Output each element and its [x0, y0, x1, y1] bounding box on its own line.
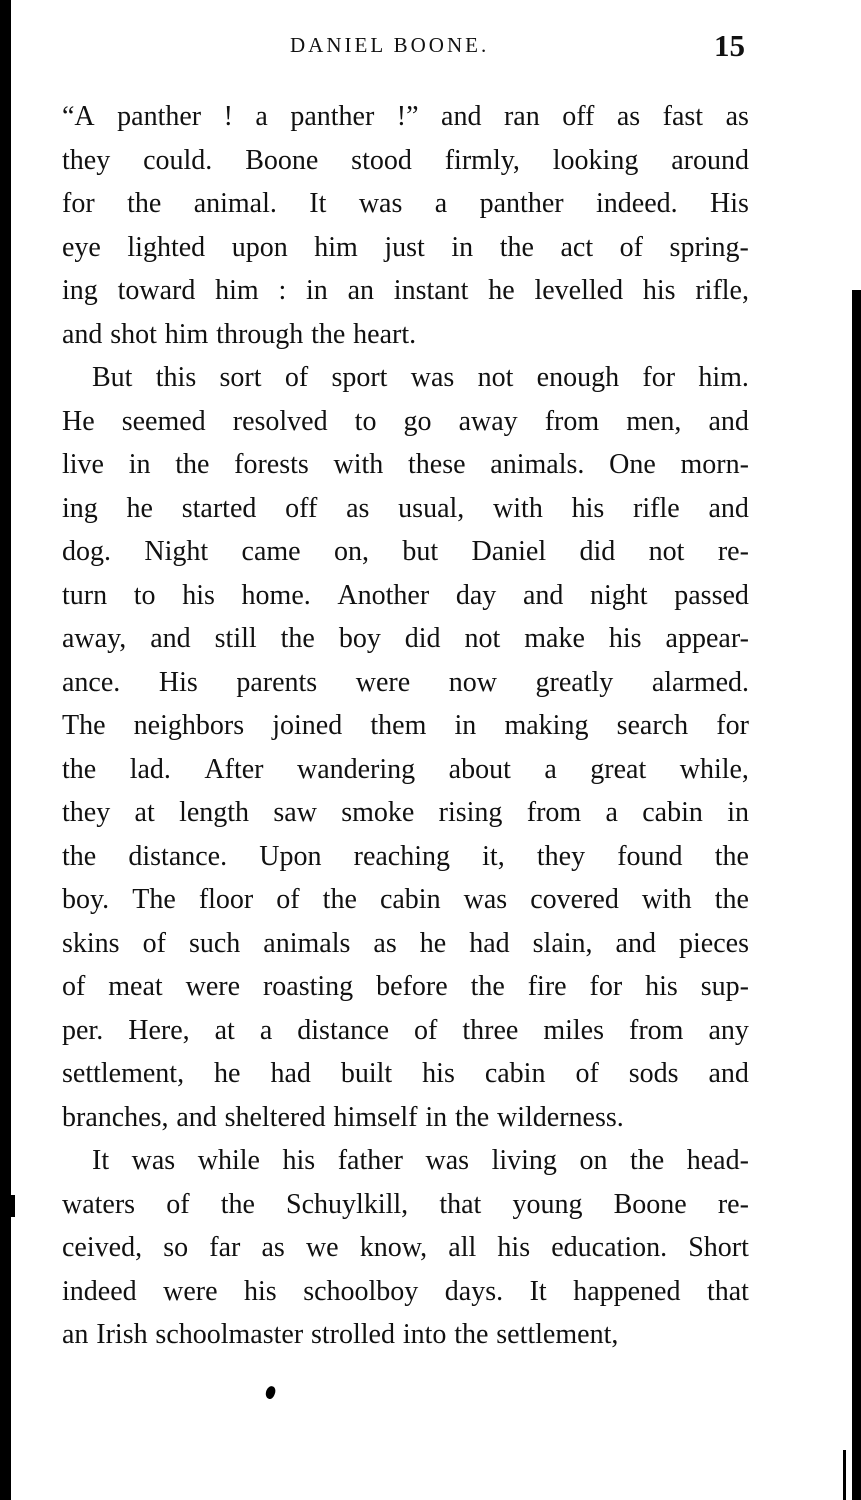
word: animals.: [490, 449, 585, 480]
text-line: [62, 269, 749, 313]
word: boy.: [62, 884, 110, 915]
word: his: [497, 1232, 531, 1263]
word: go: [403, 405, 432, 437]
word: wilderness.: [496, 1101, 624, 1133]
word: so: [163, 1232, 189, 1263]
word: animals: [263, 927, 351, 959]
word: dog.: [62, 536, 111, 567]
word: from: [526, 797, 582, 828]
word: heart.: [353, 318, 417, 350]
word: the: [454, 1319, 489, 1350]
word: the: [714, 840, 749, 872]
word: waters: [62, 1188, 136, 1220]
word: strolled: [311, 1319, 395, 1350]
word: Upon: [259, 840, 322, 872]
word: indeed: [62, 1275, 137, 1307]
word: for: [716, 710, 749, 741]
word: and: [522, 579, 564, 611]
word: and: [176, 1101, 217, 1133]
word: fast: [662, 101, 704, 132]
text-line: [62, 878, 749, 922]
word: him: [215, 275, 259, 306]
word: was: [463, 884, 508, 915]
word: the: [714, 884, 749, 915]
word: joined: [272, 710, 343, 741]
word: an: [347, 275, 375, 306]
word: levelled: [534, 275, 624, 306]
text-line: [62, 661, 749, 705]
word: seemed: [121, 405, 206, 437]
word: meat: [108, 971, 163, 1002]
text-line: [62, 791, 749, 835]
text-line: [62, 1139, 749, 1183]
body-text: [62, 95, 749, 1357]
word: as: [261, 1232, 285, 1263]
word: happened: [573, 1275, 681, 1307]
word: sup-: [700, 971, 749, 1002]
word: length: [179, 797, 250, 828]
word: with: [641, 884, 692, 915]
word: as: [346, 492, 370, 524]
word: himself: [333, 1101, 418, 1133]
page-number: 15: [714, 28, 745, 63]
ink-blot: [264, 1385, 277, 1400]
word: the: [127, 188, 162, 219]
word: him: [314, 231, 358, 263]
word: the: [630, 1145, 665, 1176]
text-line: [62, 748, 749, 792]
text-line: [62, 1313, 749, 1357]
word: they: [536, 840, 586, 872]
word: was: [410, 362, 455, 393]
word: now: [448, 666, 497, 698]
word: panther: [479, 188, 564, 219]
word: forests: [234, 449, 309, 480]
word: cabin: [642, 797, 703, 828]
word: One: [609, 449, 656, 480]
word: living: [491, 1145, 557, 1176]
scan-mark: [11, 1195, 15, 1217]
word: him.: [698, 362, 749, 393]
word: settlement,: [496, 1319, 619, 1350]
word: looking: [552, 144, 639, 176]
word: found: [617, 840, 683, 872]
word: still: [214, 623, 257, 654]
text-line: [62, 443, 749, 487]
text-line: [62, 356, 749, 400]
word: his: [282, 1145, 316, 1176]
text-line: [62, 226, 749, 270]
word: these: [408, 449, 466, 480]
word: covered: [530, 884, 619, 915]
word: his: [571, 492, 605, 524]
word: was: [358, 188, 403, 219]
word: on: [579, 1145, 608, 1176]
word: His: [710, 188, 749, 219]
word: at: [214, 1014, 235, 1046]
text-line: [62, 1270, 749, 1314]
page-edge-left: [0, 0, 11, 1500]
word: appear-: [665, 623, 749, 654]
word: His: [158, 666, 198, 698]
word: search: [616, 710, 689, 741]
word: in: [454, 710, 477, 741]
word: from: [544, 405, 600, 437]
word: as: [725, 101, 749, 132]
word: of: [619, 231, 643, 263]
word: in: [425, 1101, 448, 1133]
word: were: [355, 666, 411, 698]
word: great: [590, 753, 647, 785]
word: all: [448, 1232, 477, 1263]
word: instant: [393, 275, 469, 306]
word: the: [322, 884, 357, 915]
word: for: [62, 188, 95, 219]
word: that: [439, 1188, 482, 1220]
word: spring-: [669, 231, 749, 263]
word: the: [311, 318, 346, 350]
word: The: [62, 710, 106, 741]
word: shot: [110, 318, 157, 350]
text-line: [62, 1052, 749, 1096]
word: were: [185, 971, 241, 1002]
word: Here,: [128, 1014, 190, 1046]
word: could.: [143, 144, 213, 176]
word: as: [616, 101, 641, 132]
word: started: [181, 492, 257, 524]
word: indeed.: [595, 188, 678, 219]
word: did: [579, 536, 616, 567]
word: the: [175, 449, 210, 480]
word: and: [441, 101, 482, 132]
text-line: [62, 182, 749, 226]
text-line: [62, 574, 749, 618]
word: day: [455, 579, 497, 611]
word: distance: [297, 1014, 390, 1046]
word: he: [488, 275, 515, 306]
word: rifle: [633, 492, 680, 524]
word: and: [708, 405, 749, 437]
word: and: [150, 623, 191, 654]
word: greatly: [535, 666, 614, 698]
word: and: [708, 1058, 749, 1089]
word: firmly,: [444, 144, 520, 176]
word: usual,: [398, 492, 465, 524]
word: panther: [117, 101, 202, 132]
word: cabin: [484, 1058, 546, 1089]
word: through: [216, 318, 304, 350]
word: re-: [717, 536, 749, 567]
word: in: [451, 231, 474, 263]
word: into: [402, 1319, 447, 1350]
text-line: [62, 922, 749, 966]
word: reaching: [353, 840, 451, 872]
word: cabin: [379, 884, 441, 915]
word: while,: [679, 753, 749, 785]
word: toward: [117, 275, 196, 306]
word: in: [128, 449, 151, 480]
word: rising: [438, 797, 503, 828]
word: Irish: [96, 1319, 148, 1350]
word: his: [645, 971, 678, 1002]
word: but: [402, 536, 439, 567]
word: ing: [62, 275, 98, 306]
word: a: [434, 188, 448, 219]
word: morn-: [680, 449, 749, 480]
word: for: [642, 362, 676, 393]
word: ran: [503, 101, 540, 132]
text-line: [62, 617, 749, 661]
word: of: [414, 1014, 438, 1046]
word: to: [354, 405, 377, 437]
word: came: [241, 536, 301, 567]
text-line: [62, 313, 749, 357]
word: Daniel: [471, 536, 547, 567]
word: animal.: [193, 188, 277, 219]
word: his: [244, 1275, 277, 1307]
word: sort: [219, 362, 262, 393]
word: pieces: [679, 927, 749, 959]
text-line: [62, 835, 749, 879]
word: that: [706, 1275, 749, 1307]
word: Night: [144, 536, 209, 567]
word: not: [464, 623, 501, 654]
word: the: [499, 231, 534, 263]
word: in: [727, 797, 749, 828]
word: Schuylkill,: [286, 1188, 409, 1220]
word: with: [333, 449, 384, 480]
word: the: [62, 753, 97, 785]
word: skins: [62, 927, 120, 959]
word: saw: [273, 797, 317, 828]
word: father: [337, 1145, 403, 1176]
word: of: [284, 362, 309, 393]
word: The: [132, 884, 176, 915]
word: per.: [62, 1014, 104, 1046]
word: distance.: [128, 840, 228, 872]
word: ceived,: [62, 1232, 143, 1263]
word: it,: [482, 840, 505, 872]
text-line: [62, 95, 749, 139]
word: about: [448, 753, 511, 785]
word: and: [708, 492, 749, 524]
word: Boone: [245, 144, 319, 176]
word: He: [62, 405, 95, 437]
word: did: [404, 623, 441, 654]
word: as: [373, 927, 397, 959]
word: sport: [331, 362, 388, 393]
text-line: [62, 1183, 749, 1227]
word: such: [188, 927, 241, 959]
word: lighted: [127, 231, 206, 263]
word: miles: [543, 1014, 604, 1046]
word: they: [62, 797, 111, 828]
word: upon: [231, 231, 288, 263]
word: wandering: [296, 753, 416, 785]
word: slain,: [532, 927, 593, 959]
word: !”: [396, 101, 419, 132]
word: the: [454, 1101, 490, 1133]
word: of: [166, 1188, 190, 1220]
word: enough: [536, 362, 620, 393]
word: and: [615, 927, 656, 959]
word: had: [469, 927, 510, 959]
word: any: [708, 1014, 749, 1046]
word: he: [126, 492, 153, 524]
page-edge-right-line: [843, 1450, 846, 1500]
word: his: [182, 579, 215, 611]
word: home.: [241, 579, 311, 611]
text-line: [62, 487, 749, 531]
word: floor: [198, 884, 254, 915]
word: was: [425, 1145, 470, 1176]
text-line: [62, 704, 749, 748]
word: re-: [717, 1188, 749, 1220]
word: sods: [628, 1058, 679, 1089]
word: an: [62, 1319, 89, 1350]
word: eye: [62, 231, 101, 263]
text-line: [62, 139, 749, 183]
word: stood: [351, 144, 412, 176]
word: making: [504, 710, 589, 741]
word: before: [376, 971, 448, 1002]
text-line: [62, 965, 749, 1009]
word: :: [278, 275, 287, 306]
word: him: [164, 318, 209, 350]
word: men,: [626, 405, 682, 437]
word: and: [62, 318, 103, 350]
word: Another: [337, 579, 430, 611]
word: “A: [62, 101, 95, 132]
word: he: [214, 1058, 241, 1089]
word: rifle,: [695, 275, 749, 306]
word: the: [220, 1188, 255, 1220]
word: schoolmaster: [155, 1319, 304, 1350]
word: passed: [674, 579, 749, 611]
word: of: [142, 927, 166, 959]
word: ance.: [62, 666, 121, 698]
word: from: [629, 1014, 684, 1046]
word: the: [62, 840, 97, 872]
word: It: [92, 1145, 110, 1176]
word: night: [590, 579, 648, 611]
word: young: [512, 1188, 583, 1220]
word: at: [134, 797, 155, 828]
word: know,: [359, 1232, 428, 1263]
word: parents: [236, 666, 318, 698]
word: were: [163, 1275, 218, 1307]
word: we: [305, 1232, 339, 1263]
text-line: [62, 1226, 749, 1270]
word: make: [524, 623, 585, 654]
word: his: [608, 623, 642, 654]
word: schoolboy: [303, 1275, 419, 1307]
word: his: [422, 1058, 455, 1089]
word: fire: [527, 971, 567, 1002]
word: away,: [62, 623, 127, 654]
word: a: [544, 753, 557, 785]
word: After: [204, 753, 264, 785]
word: But: [92, 362, 133, 393]
word: turn: [62, 579, 108, 611]
word: boy: [338, 623, 381, 654]
word: panther: [290, 101, 375, 132]
word: to: [133, 579, 156, 611]
word: It: [529, 1275, 547, 1307]
word: Short: [688, 1232, 749, 1263]
word: this: [155, 362, 197, 393]
word: them: [370, 710, 427, 741]
word: act: [560, 231, 594, 263]
word: a: [605, 797, 618, 828]
page-edge-right: [852, 290, 861, 1500]
word: !: [223, 101, 233, 132]
word: not: [648, 536, 685, 567]
word: on,: [333, 536, 369, 567]
word: It: [309, 188, 327, 219]
word: of: [276, 884, 300, 915]
text-line: [62, 1096, 749, 1140]
word: settlement,: [62, 1058, 185, 1089]
word: away: [458, 405, 518, 437]
word: just: [384, 231, 425, 263]
word: education.: [551, 1232, 668, 1263]
word: not: [477, 362, 514, 393]
word: resolved: [232, 405, 328, 437]
word: off: [562, 101, 595, 132]
word: a: [255, 101, 268, 132]
word: Boone: [613, 1188, 687, 1220]
word: his: [642, 275, 676, 306]
word: was: [131, 1145, 176, 1176]
running-title: DANIEL BOONE.: [290, 33, 490, 57]
word: sheltered: [224, 1101, 326, 1133]
word: for: [589, 971, 623, 1002]
word: smoke: [341, 797, 415, 828]
word: in: [306, 275, 328, 306]
word: days.: [444, 1275, 504, 1307]
text-line: [62, 530, 749, 574]
word: neighbors: [133, 710, 245, 741]
word: of: [575, 1058, 599, 1089]
word: head-: [686, 1145, 749, 1176]
text-line: [62, 1009, 749, 1053]
word: live: [62, 449, 104, 480]
word: had: [270, 1058, 311, 1089]
word: a: [259, 1014, 273, 1046]
word: of: [62, 971, 86, 1002]
word: the: [470, 971, 505, 1002]
word: with: [493, 492, 543, 524]
word: while: [197, 1145, 260, 1176]
word: alarmed.: [651, 666, 749, 698]
word: roasting: [262, 971, 354, 1002]
text-line: [62, 400, 749, 444]
word: the: [280, 623, 315, 654]
word: ing: [62, 492, 98, 524]
word: branches,: [62, 1101, 169, 1133]
word: they: [62, 144, 111, 176]
word: around: [671, 144, 749, 176]
word: off: [285, 492, 318, 524]
word: lad.: [129, 753, 171, 785]
word: far: [209, 1232, 241, 1263]
word: built: [340, 1058, 393, 1089]
word: three: [462, 1014, 519, 1046]
word: he: [419, 927, 447, 959]
